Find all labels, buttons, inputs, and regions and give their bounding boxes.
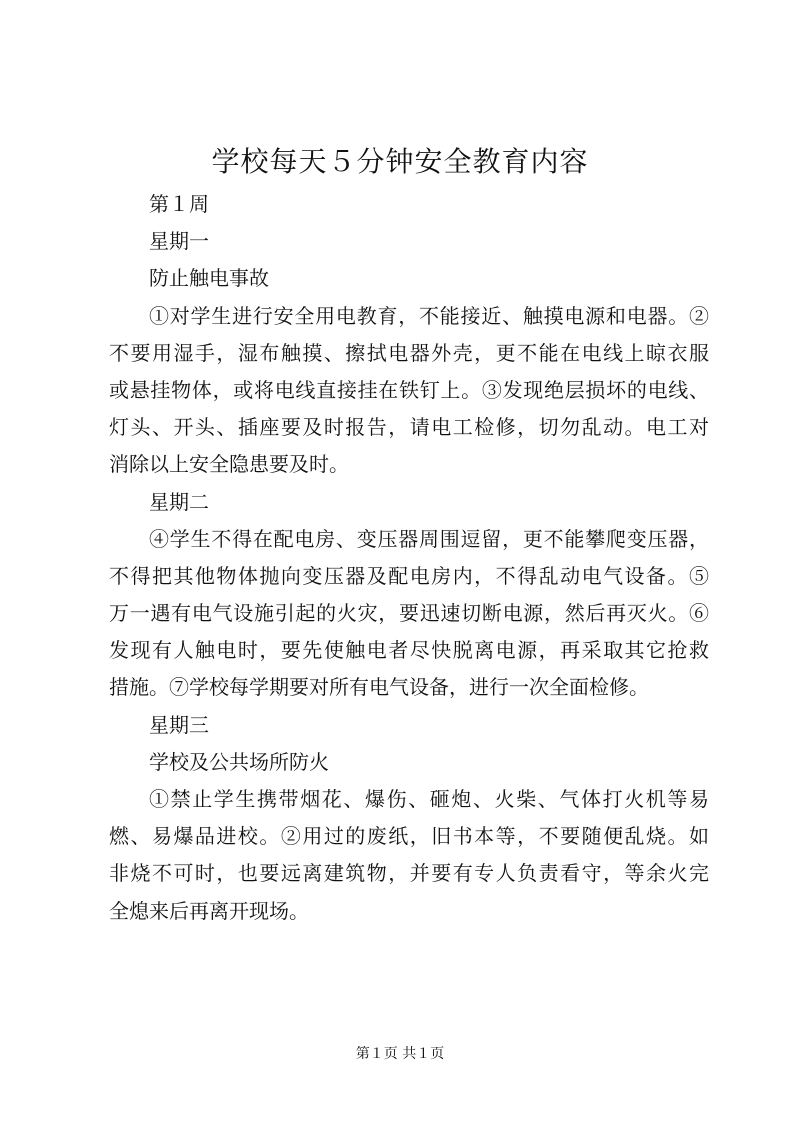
paragraph-line: 非烧不可时，也要远离建筑物，并要有专人负责看守，等余火完 [109,861,709,886]
section-heading-electric: 防止触电事故 [149,266,269,291]
paragraph-line: ①禁止学生携带烟花、爆伤、砸炮、火柴、气体打火机等易 [149,787,709,811]
document-body [109,186,709,930]
paragraph-line: 不要用湿手，湿布触摸、擦拭电器外壳，更不能在电线上晾衣服 [109,340,709,365]
paragraph-line: 或悬挂物体，或将电线直接挂在铁钉上。③发现绝层损坏的电线、 [109,377,709,402]
paragraph-line: 发现有人触电时，要先使触电者尽快脱离电源，再采取其它抢救 [109,638,709,663]
paragraph-line: 消除以上安全隐患要及时。 [109,452,349,477]
paragraph-line: 不得把其他物体抛向变压器及配电房内，不得乱动电气设备。⑤ [109,563,709,588]
document-title: 学校每天５分钟安全教育内容 [211,145,589,178]
paragraph-line: 措施。⑦学校每学期要对所有电气设备，进行一次全面检修。 [109,675,649,700]
paragraph-line: 燃、易爆品进校。②用过的废纸，旧书本等，不要随便乱烧。如 [109,824,709,849]
paragraph-line: 全熄来后再离开现场。 [109,898,309,923]
paragraph-line: 万一遇有电气设施引起的火灾，要迅速切断电源，然后再灭火。⑥ [109,601,709,626]
paragraph-line: ①对学生进行安全用电教育，不能接近、触摸电源和电器。② [149,303,709,328]
section-heading-fire: 学校及公共场所防火 [149,749,329,774]
day-heading-wednesday: 星期三 [149,712,209,737]
paragraph-line: 灯头、开头、插座要及时报告，请电工检修，切勿乱动。电工对 [109,415,709,440]
day-heading-tuesday: 星期二 [149,489,209,514]
page-footer: 第１页 共１页 [355,1046,445,1062]
day-heading-monday: 星期一 [149,229,209,254]
paragraph-line: ④学生不得在配电房、变压器周围逗留，更不能攀爬变压器， [149,526,709,551]
week-heading: 第１周 [149,192,209,216]
